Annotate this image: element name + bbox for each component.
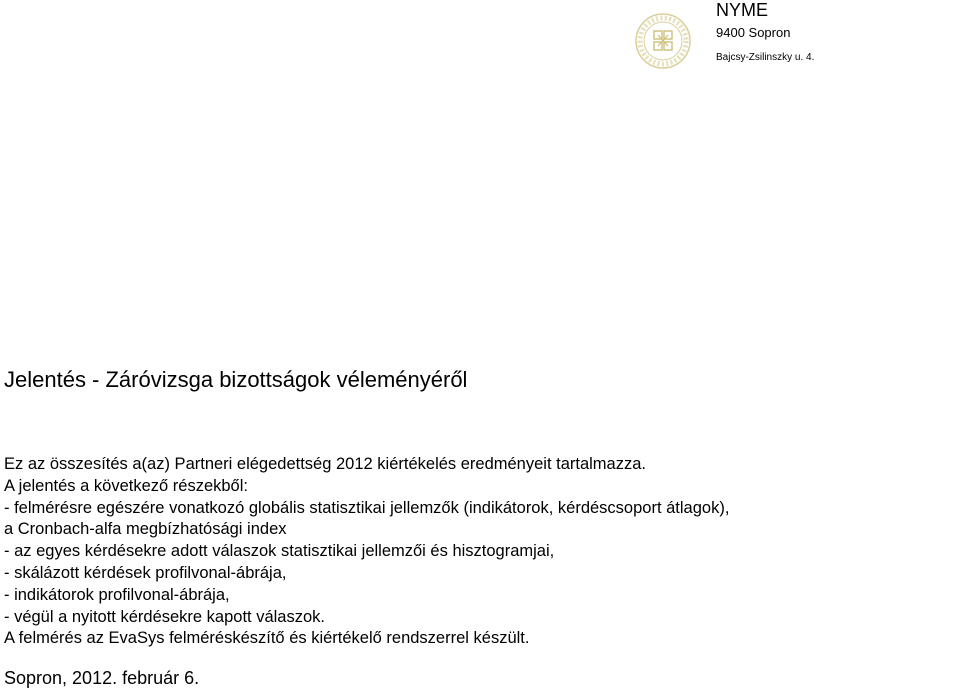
contents-item-scaled-profile: - skálázott kérdések profilvonal-ábrája, [4, 563, 287, 582]
address-city: 9400 Sopron [716, 25, 791, 40]
contents-item-open-answers: - végül a nyitott kérdésekre kapott válaszok. [4, 607, 325, 626]
place-and-date: Sopron, 2012. február 6. [4, 668, 200, 688]
university-seal-icon [634, 12, 692, 70]
organization-name: NYME [716, 0, 769, 20]
contents-item-indicator-profile: - indikátorok profilvonal-ábrája, [4, 585, 230, 604]
contents-intro: A jelentés a következő részekből: [4, 476, 248, 495]
address-street: Bajcsy-Zsilinszky u. 4. [716, 52, 815, 63]
report-description [4, 454, 960, 650]
summary-line: Ez az összesítés a(az) Partneri elégedettség 2012 kiértékelés eredményeit tartalmazza. [4, 455, 646, 473]
contents-item-cronbach-alpha: a Cronbach-alfa megbízhatósági index [4, 520, 287, 539]
contents-item-global-stats: - felmérésre egészére vonatkozó globális statisztikai jellemzők (indikátorok, kérdéscsoport átlagok), [4, 498, 730, 517]
report-title: Jelentés - Záróvizsga bizottságok véleményéről [4, 367, 468, 392]
contents-item-question-stats: - az egyes kérdésekre adott válaszok statisztikai jellemzői és hisztogramjai, [4, 542, 555, 561]
software-note: A felmérés az EvaSys felméréskészítő és kiértékelő rendszerrel készült. [4, 629, 530, 648]
